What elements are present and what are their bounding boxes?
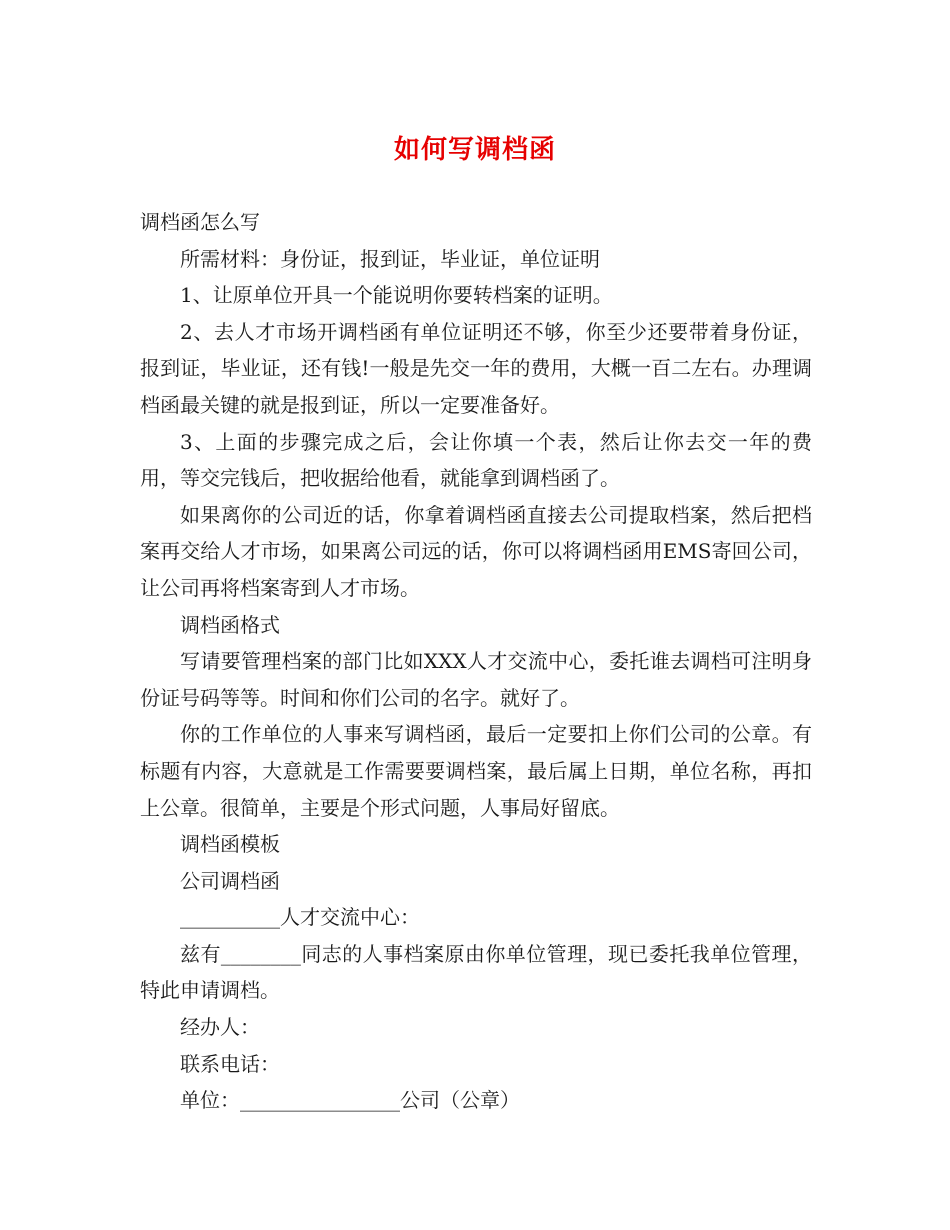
document-title: 如何写调档函 (393, 135, 556, 165)
paragraph: 写请要管理档案的部门比如XXX人才交流中心，委托谁去调档可注明身份证号码等等。时间和你们公司的名字。就好了。 (140, 649, 812, 710)
document-body (140, 204, 812, 1119)
template-body: 兹有________同志的人事档案原由你单位管理，现已委托我单位管理，特此申请调档。 (140, 941, 812, 1003)
paragraph: 2、去人才市场开调档函有单位证明还不够，你至少还要带着身份证，报到证，毕业证，还有钱!一般是先交一年的费用，大概一百二左右。办理调档函最关键的就是报到证，所以一定要准备好。 (140, 319, 812, 417)
template-phone: 联系电话： (180, 1051, 280, 1076)
paragraph: 你的工作单位的人事来写调档函，最后一定要扣上你们公司的公章。有标题有内容，大意就是工作需要要调档案，最后属上日期，单位名称，再扣上公章。很简单，主要是个形式问题，人事局好留底。 (140, 722, 812, 820)
template-recipient: __________人才交流中心： (180, 905, 420, 930)
paragraph: 所需材料：身份证，报到证，毕业证，单位证明 (180, 246, 600, 271)
section-heading: 调档函模板 (180, 832, 280, 857)
template-title: 公司调档函 (180, 868, 280, 893)
section-heading: 调档函格式 (180, 612, 280, 637)
paragraph: 3、上面的步骤完成之后，会让你填一个表，然后让你去交一年的费用，等交完钱后，把收据给他看，就能拿到调档函了。 (140, 429, 812, 491)
paragraph: 1、让原单位开具一个能说明你要转档案的证明。 (180, 283, 613, 308)
paragraph: 如果离你的公司近的话，你拿着调档函直接去公司提取档案，然后把档案再交给人才市场，如果离公司远的话，你可以将调档函用EMS寄回公司，让公司再将档案寄到人才市场。 (140, 502, 812, 600)
template-unit: 单位：________________公司（公章） (180, 1088, 520, 1113)
paragraph: 调档函怎么写 (140, 210, 260, 234)
template-handler: 经办人： (180, 1015, 260, 1040)
